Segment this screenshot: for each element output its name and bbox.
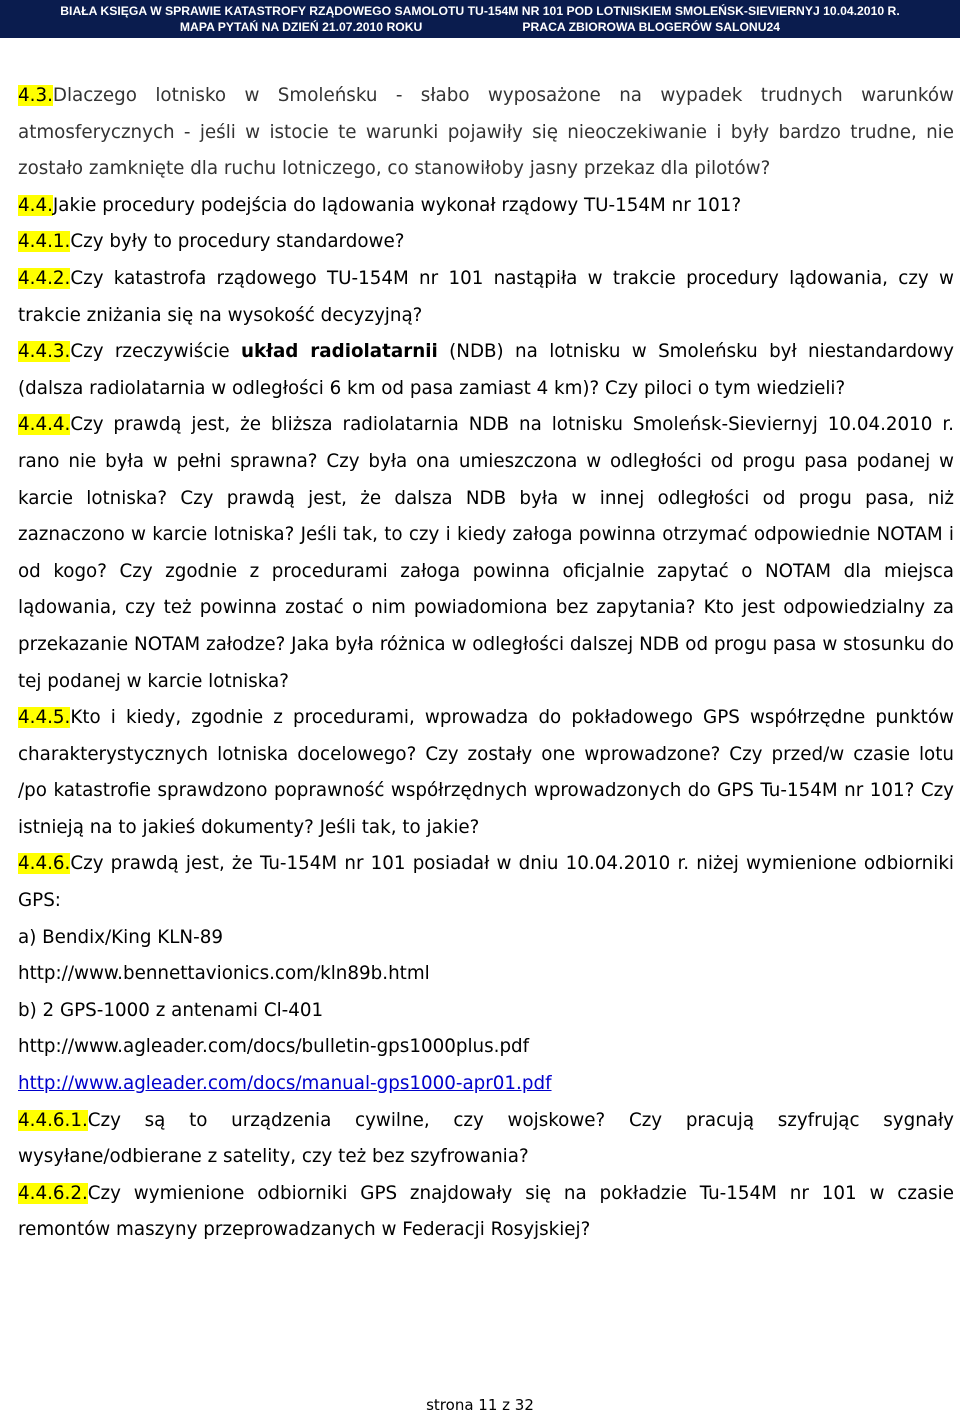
question-text: Czy prawdą jest, że Tu-154M nr 101 posiadał w dniu 10.04.2010 r. niżej wymienione odbiorniki GPS:	[18, 853, 954, 912]
document-body	[18, 78, 954, 1249]
header-authors: PRACA ZBIOROWA BLOGERÓW SALONU24	[522, 20, 781, 34]
question-number: 4.4.	[18, 194, 53, 216]
question-number: 4.4.3.	[18, 341, 71, 363]
question-4-4-3	[18, 334, 954, 407]
question-text: Czy wymienione odbiorniki GPS znajdowały się na pokładzie Tu-154M nr 101 w czasie remontów maszyny przeprowadzanych w Federacji Rosyjskiej?	[18, 1182, 954, 1241]
question-4-4-4	[18, 407, 954, 700]
document-header	[0, 0, 960, 38]
question-text: Czy prawdą jest, że bliższa radiolatarnia NDB na lotnisku Smoleńsk-Sieviernyj 10.04.2010 r. rano nie była w pełni sprawna? Czy była ona umieszczona w odległości od progu pasa podanej w karcie lotniska? Czy prawdą jest, że dalsza NDB była w innej odległości od progu pasa, niż zaznaczono w karcie lotniska? Jeśli tak, to czy i kiedy załoga powinna otrzymać odpowiednie NOTAM i od kogo? Czy zgodnie z procedurami załoga powinna oficjalnie zapytać o NOTAM dla miejsca lądowania, czy też powinna zostać o nim powiadomiona bez zapytania? Kto jest odpowiedzialny za przekazanie NOTAM załodze? Jaka była różnica w odległości dalszej NDB od progu pasa w stosunku do tej podanej w karcie lotniska?	[18, 414, 954, 692]
question-4-4-6-2	[18, 1176, 954, 1249]
question-4-4-5	[18, 700, 954, 846]
question-number: 4.4.4.	[18, 414, 71, 436]
gps-manual-link[interactable]: http://www.agleader.com/docs/manual-gps1000-apr01.pdf	[18, 1073, 552, 1095]
question-text-pre: Czy rzeczywiście	[70, 341, 241, 363]
question-4-4-6-1	[18, 1103, 954, 1176]
question-4-4	[18, 188, 954, 225]
gps-item-a: a) Bendix/King KLN-89	[18, 926, 223, 948]
question-number: 4.4.6.1.	[18, 1109, 88, 1131]
question-text-post: (NDB) na lotnisku w Smoleńsku był niestandardowy (dalsza radiolatarnia w odległości 6 km od pasa zamiast 4 km)? Czy piloci o tym wiedzieli?	[18, 341, 955, 399]
question-4-4-6	[18, 846, 954, 919]
header-map-date: MAPA PYTAŃ NA DZIEŃ 21.07.2010 ROKU	[179, 20, 423, 34]
page-number: strona 11 z 32	[426, 1396, 534, 1414]
header-title: BIAŁA KSIĘGA W SPRAWIE KATASTROFY RZĄDOWEGO SAMOLOTU TU-154M NR 101 POD LOTNISKIEM SMOLEŃSK-SIEVIERNYJ 10.04.2010 R.	[60, 4, 900, 18]
header-subtitle	[0, 19, 960, 35]
gps-url-b2-row	[18, 1066, 954, 1103]
question-text: Jakie procedury podejścia do lądowania wykonał rządowy TU-154M nr 101?	[52, 194, 742, 216]
question-text: Kto i kiedy, zgodnie z procedurami, wprowadza do pokładowego GPS współrzędne punktów charakterystycznych lotniska docelowego? Czy zostały one wprowadzone? Czy przed/w czasie lotu /po katastrofie sprawdzono poprawność współrzędnych wprowadzonych do GPS Tu-154M nr 101? Czy istnieją na to jakieś dokumenty? Jeśli tak, to jakie?	[18, 707, 954, 838]
question-4-3	[18, 78, 954, 188]
question-text: Czy katastrofa rządowego TU-154M nr 101 nastąpiła w trakcie procedury lądowania, czy w trakcie zniżania się na wysokość decyzyjną?	[18, 267, 954, 326]
question-number: 4.4.6.2.	[18, 1182, 88, 1204]
question-number: 4.3.	[18, 85, 53, 106]
gps-url-a: http://www.bennettavionics.com/kln89b.html	[18, 963, 430, 985]
question-number: 4.4.5.	[18, 707, 71, 729]
gps-url-b1: http://www.agleader.com/docs/bulletin-gps1000plus.pdf	[18, 1036, 530, 1058]
question-number: 4.4.2.	[18, 267, 71, 289]
question-number: 4.4.6.	[18, 853, 71, 875]
question-text: Czy były to procedury standardowe?	[70, 231, 405, 253]
question-text: Czy są to urządzenia cywilne, czy wojskowe? Czy pracują szyfrując sygnały wysyłane/odbierane z satelity, czy też bez szyfrowania?	[18, 1109, 954, 1168]
question-text-bold: układ radiolatarnii	[240, 341, 438, 363]
question-number: 4.4.1.	[18, 231, 71, 253]
question-4-4-2	[18, 261, 954, 334]
question-4-4-1	[18, 224, 954, 261]
question-text: Dlaczego lotnisko w Smoleńsku - słabo wyposażone na wypadek trudnych warunków atmosferycznych - jeśli w istocie te warunki pojawiły się nieoczekiwanie i były bardzo trudne, nie zostało zamknięte dla ruchu lotniczego, co stanowiłoby jasny przekaz dla pilotów?	[18, 85, 954, 180]
gps-item-b: b) 2 GPS-1000 z antenami Cl-401	[18, 999, 324, 1021]
